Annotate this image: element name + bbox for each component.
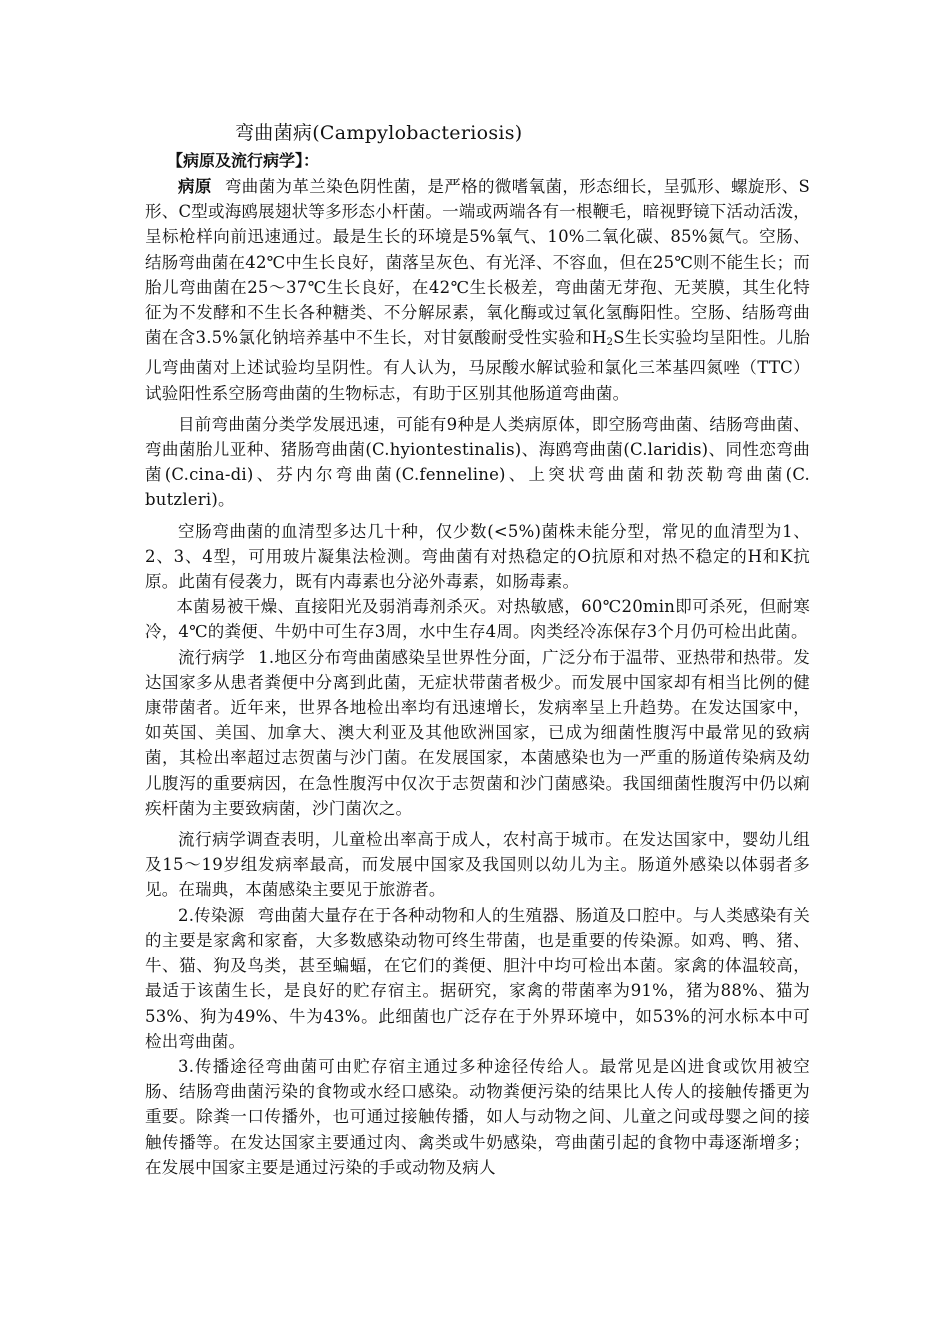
document-title: 弯曲菌病(Campylobacteriosis) <box>235 122 523 144</box>
pathogen-text-continued: S生长实验均呈阳性。儿胎儿弯曲菌对上述试验均呈阴性。有人认为，马尿酸水解试验和氯化三苯基四氮唑（TTC）试验阳性系空肠弯曲菌的生物标志，有助于区别其他肠道弯曲菌。 <box>145 328 810 403</box>
pathogen-text: 弯曲菌为革兰染色阴性菌，是严格的微嗜氧菌，形态细长，呈弧形、螺旋形、S形、C型或海鸥展翅状等多形态小杆菌。一端或两端各有一根鞭毛，暗视野镜下活动活泼，呈标枪样向前迅速通过。最是生长的环境是5%氧气、10%二氧化碳、85%氮气。空肠、结肠弯曲菌在42℃中生长良好，菌落呈灰色、有光泽、不容血，但在25℃则不能生长；而胎儿弯曲菌在25～37℃生长良好，在42℃生长极差，弯曲菌无芽孢、无荚膜，其生化特征为不发酵和不生长各种糖类、不分解尿素，氧化酶或过氧化氢酶阳性。空肠、结肠弯曲菌在含3.5%氯化钠培养基中不生长，对甘氨酸耐受性实验和 <box>145 177 810 348</box>
h2s-subscript: 2 <box>606 337 614 349</box>
section-heading: 【病原及流行病学】： <box>167 151 320 170</box>
epidemiology-paragraph <box>145 645 810 821</box>
pathogen-paragraph <box>145 174 810 406</box>
source-text: 弯曲菌大量存在于各种动物和人的生殖器、肠道及口腔中。与人类感染有关的主要是家禽和家畜，大多数感染动物可终生带菌，也是重要的传染源。如鸡、鸭、猪、牛、猫、狗及鸟类，甚至蝙蝠，在它们的粪便、胆汁中均可检出本菌。家禽的体温较高，最适于该菌生长，是良好的贮存宿主。据研究，家禽的带菌率为91%，猪为88%、猫为53%、狗为49%、牛为43%。此细菌也广泛存在于外界环境中，如53%的河水标本中可检出弯曲菌。 <box>145 905 810 1051</box>
epidemiology-lead: 流行病学 <box>178 647 245 667</box>
source-lead: 2.传染源 <box>178 905 245 925</box>
route-paragraph: 3.传播途径弯曲菌可由贮存宿主通过多种途径传给人。最常见是凶进食或饮用被空肠、结肠弯曲菌污染的食物或水经口感染。动物粪便污染的结果比人传人的接触传播更为重要。除粪一口传播外，也可通过接触传播，如人与动物之间、儿童之问或母婴之间的接触传播等。在发达国家主要通过肉、禽类或牛奶感染，弯曲菌引起的食物中毒逐渐增多；在发展中国家主要是通过污染的手或动物及病人 <box>145 1056 810 1177</box>
h2s-h: H <box>592 328 607 348</box>
source-paragraph <box>145 903 810 1054</box>
pathogen-lead: 病原 <box>178 177 212 196</box>
document-page <box>145 118 810 1180</box>
survey-paragraph: 流行病学调查表明，儿童检出率高于成人，农村高于城市。在发达国家中，婴幼儿组及15～19岁组发病率最高，而发展中国家及我国则以幼儿为主。肠道外感染以体弱者多见。在瑞典，本菌感染主要见于旅游者。 <box>145 830 810 900</box>
epidemiology-text: 1.地区分布弯曲菌感染呈世界性分面，广泛分布于温带、亚热带和热带。发达国家多从患者粪便中分离到此菌，无症状带菌者极少。而发展中国家却有相当比例的健康带菌者。近年来，世界各地检出率均有迅速增长，发病率呈上升趋势。在发达国家中，如英国、美国、加拿大、澳大利亚及其他欧洲国家，已成为细菌性腹泻中最常见的致病菌，其检出率超过志贺菌与沙门菌。在发展国家，本菌感染也为一严重的肠道传染病及幼儿腹泻的重要病因，在急性腹泻中仅次于志贺菌和沙门菌感染。我国细菌性腹泻中仍以痢疾杆菌为主要致病菌，沙门菌次之。 <box>145 647 810 818</box>
resistance-paragraph: 本菌易被干燥、直接阳光及弱消毒剂杀灭。对热敏感，60℃20min即可杀死，但耐寒冷，4℃的粪便、牛奶中可生存3周，水中生存4周。肉类经冷冻保存3个月仍可检出此菌。 <box>145 597 810 642</box>
serotype-paragraph: 空肠弯曲菌的血清型多达几十种，仅少数(<5%)菌株未能分型，常见的血清型为1、2、3、4型，可用玻片凝集法检测。弯曲菌有对热稳定的O抗原和对热不稳定的H和K抗原。此菌有侵袭力，既有内毒素也分泌外毒素，如肠毒素。 <box>145 521 810 592</box>
classification-paragraph: 目前弯曲菌分类学发展迅速，可能有9种是人类病原体，即空肠弯曲菌、结肠弯曲菌、弯曲菌胎儿亚种、猪肠弯曲菌(C.hyiontestinalis)、海鸥弯曲菌(C.laridis)、同性恋弯曲菌(C.cina-di)、芬内尔弯曲菌(C.fenneline)、上突状弯曲菌和勃茨勒弯曲菌(C. butzleri)。 <box>145 414 810 510</box>
